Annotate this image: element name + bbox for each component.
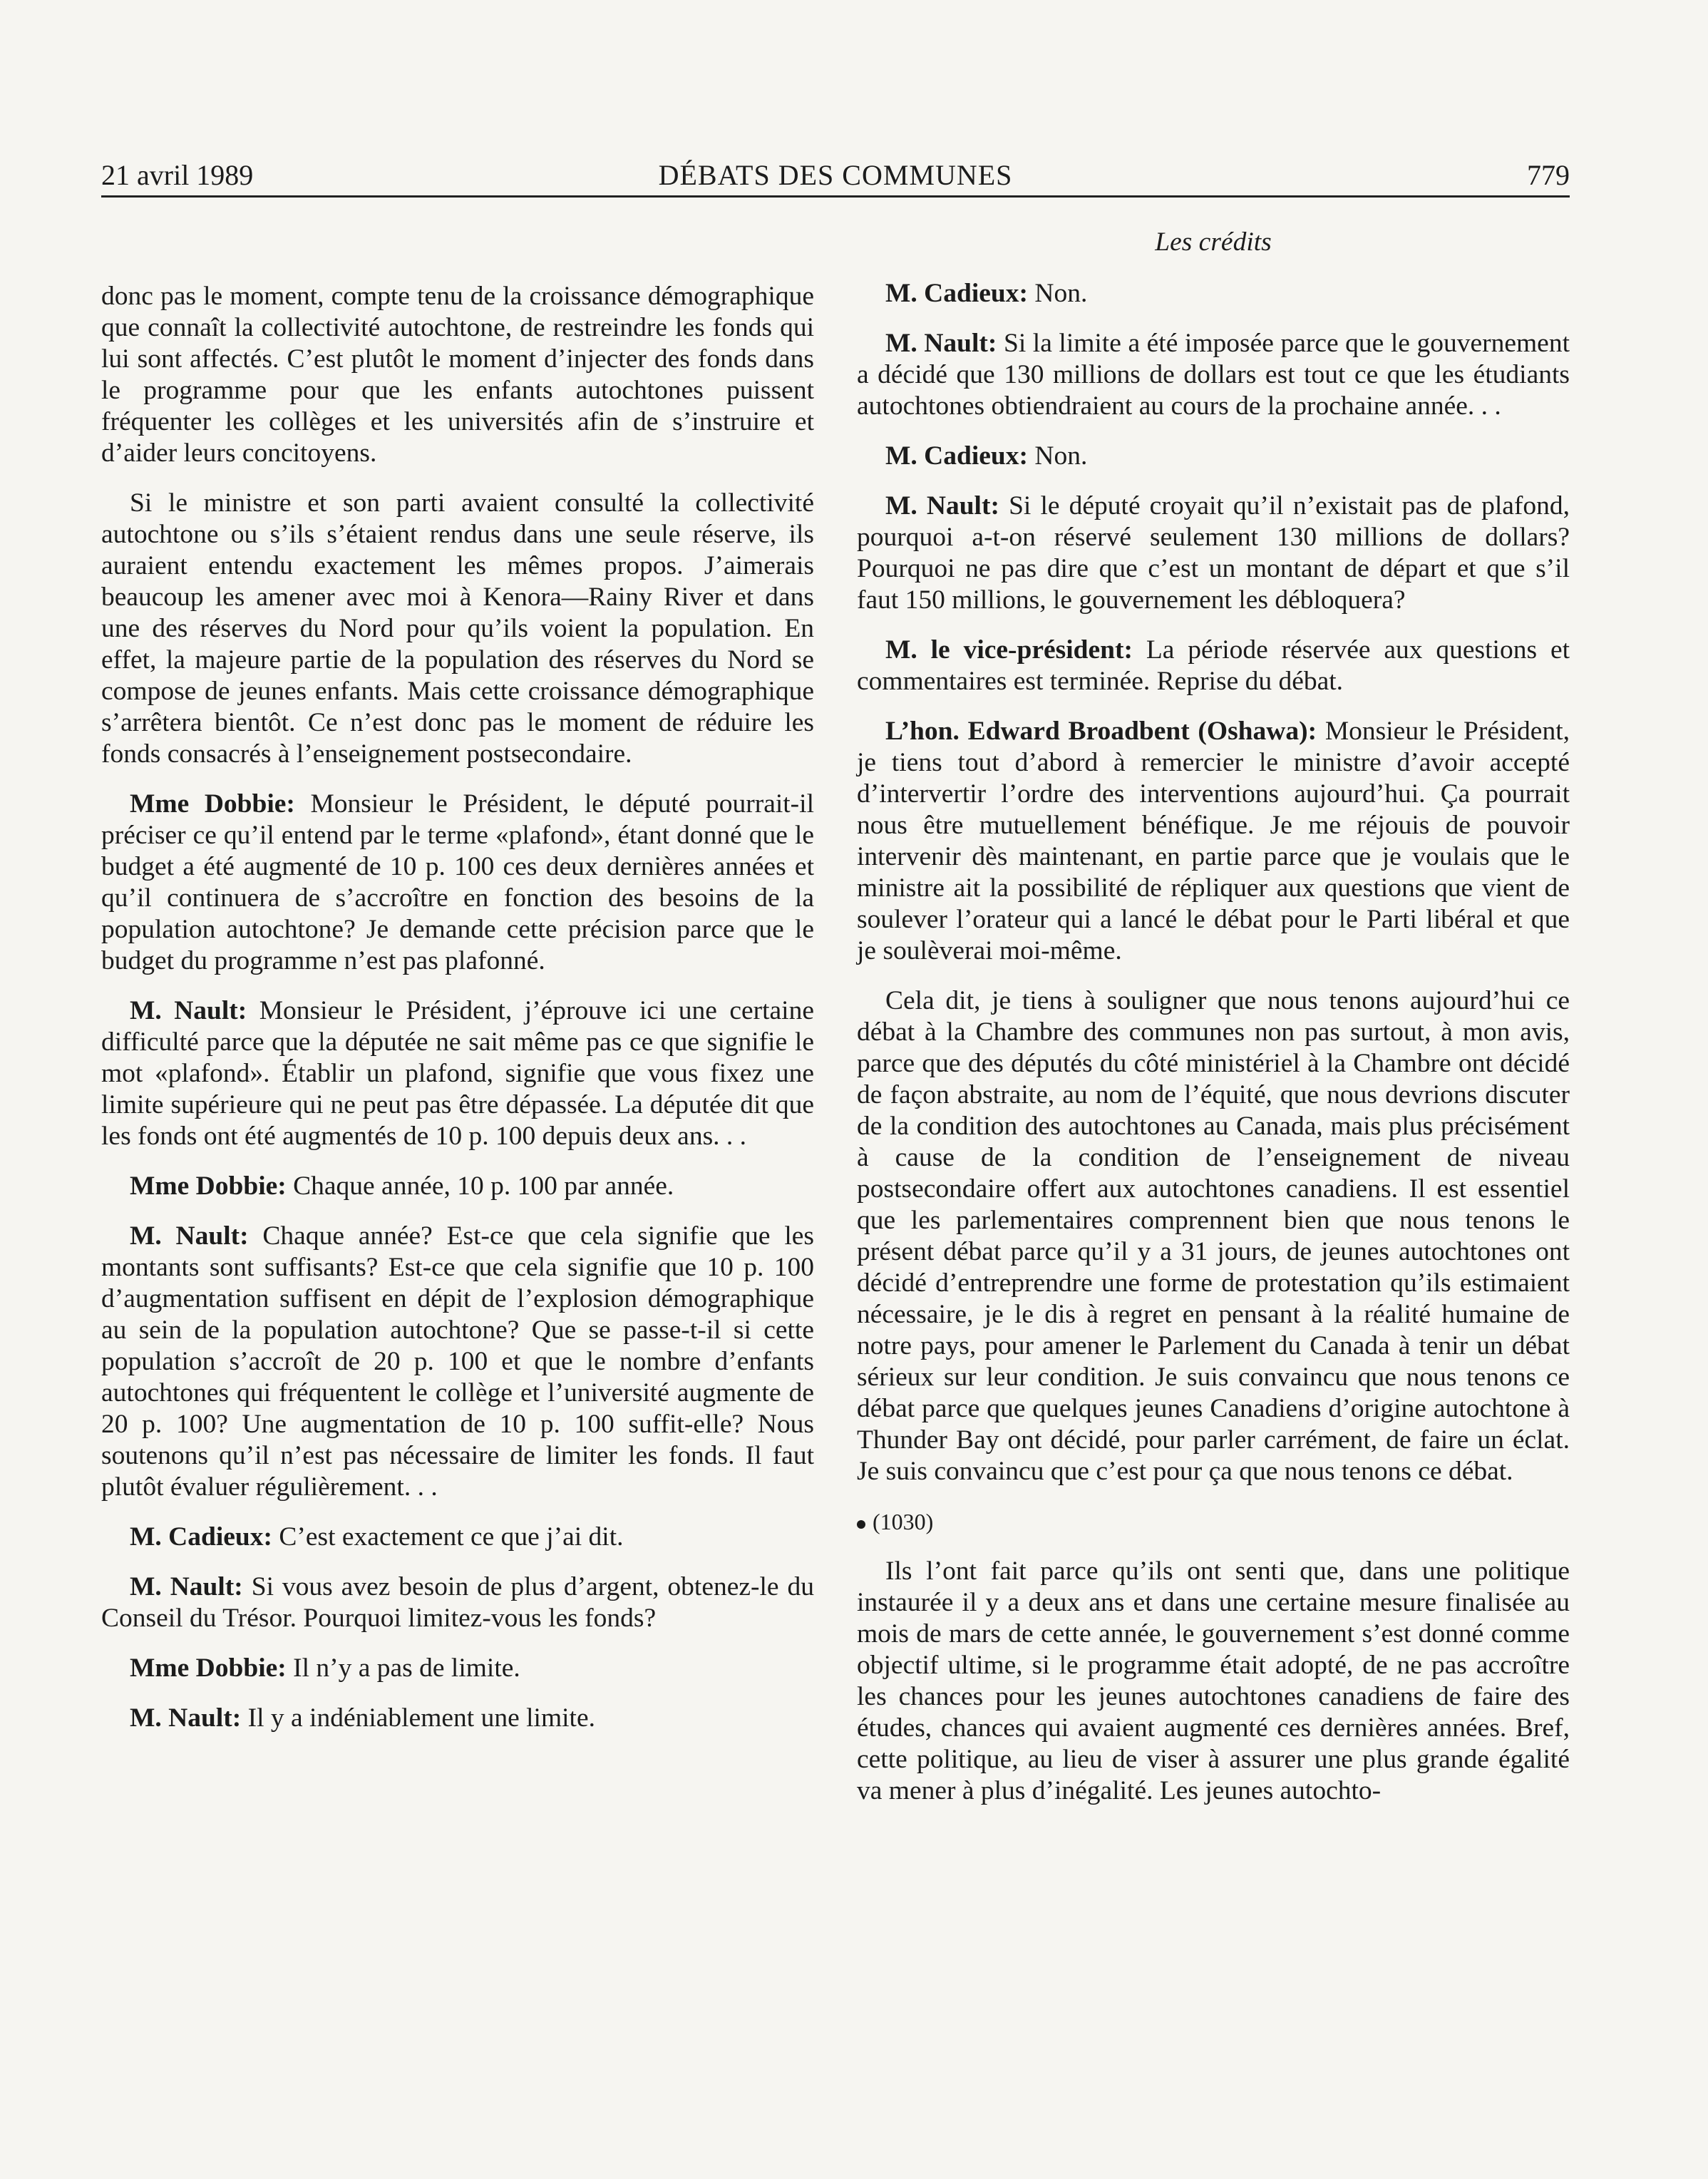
paragraph bbox=[101, 1572, 814, 1634]
paragraph bbox=[101, 281, 814, 469]
paragraph-text: Si la limite a été imposée parce que le gouvernement a décidé que 130 millions de dollars est tout ce que les étudiants autochtones obtiendraient au cours de la prochaine année. . . bbox=[857, 329, 1570, 421]
paragraph-text: Si le député croyait qu’il n’existait pas de plafond, pourquoi a-t-on réservé seulement 130 millions de dollars? Pourquoi ne pas dire que c’est un montant de départ et que s’il faut 150 millions, le gouvernement les débloquera? bbox=[857, 491, 1570, 615]
paragraph bbox=[101, 1221, 814, 1503]
header-date: 21 avril 1989 bbox=[101, 159, 254, 191]
speaker-name: M. Nault: bbox=[130, 1221, 249, 1251]
speaker-name: M. Nault: bbox=[130, 996, 247, 1025]
paragraph-text: donc pas le moment, compte tenu de la croissance démographique que connaît la collectivité autochtone, de restreindre les fonds qui lui sont affectés. C’est plutôt le moment d’injecter des fonds dans le programme pour que les enfants autochtones puissent fréquenter les collèges et les universités afin de s’instruire et d’aider leurs concitoyens. bbox=[101, 282, 814, 468]
speaker-name: Mme Dobbie: bbox=[130, 1171, 287, 1201]
paragraph-text: Chaque année, 10 p. 100 par année. bbox=[293, 1171, 674, 1201]
speaker-name: M. Nault: bbox=[130, 1703, 242, 1733]
paragraph-text: Monsieur le Président, le député pourrait-il préciser ce qu’il entend par le terme «plafond», étant donné que le budget a été augmenté de 10 p. 100 ces deux dernières années et qu’il continuera de s’accroître en fonction des besoins de la population autochtone? Je demande cette précision parce que le budget du programme n’est pas plafonné. bbox=[101, 789, 814, 975]
left-column bbox=[101, 281, 814, 1734]
speaker-name: M. Nault: bbox=[885, 491, 999, 521]
paragraph bbox=[101, 1171, 814, 1202]
paragraph bbox=[857, 441, 1570, 472]
paragraph bbox=[857, 491, 1570, 616]
paragraph-text: Non. bbox=[1034, 279, 1088, 308]
paragraph bbox=[101, 1653, 814, 1684]
speaker-name: M. le vice-président: bbox=[885, 635, 1133, 665]
paragraph bbox=[857, 635, 1570, 697]
paragraph bbox=[101, 995, 814, 1152]
paragraph-text: Ils l’ont fait parce qu’ils ont senti que, dans une politique instaurée il y a deux ans et dans une certaine mesure finalisée au mois de mars de cette année, le gouvernement s’est donné comme objectif ultime, si le programme était adopté, de ne pas accroître les chances pour les jeunes autochtones canadiens de faire des études, chances qui avaient augmenté ces dernières années. Bref, cette politique, au lieu de viser à assurer une plus grande égalité va mener à plus d’inégalité. Les jeunes autochto- bbox=[857, 1557, 1570, 1805]
paragraph-text: Si le ministre et son parti avaient consulté la collectivité autochtone ou s’ils s’étaient rendus dans une seule réserve, ils auraient entendu exactement les mêmes propos. J’aimerais beaucoup les amener avec moi à Kenora—Rainy River et dans une des réserves du Nord pour qu’ils voient la population. En effet, la majeure partie de la population des réserves du Nord se compose de jeunes enfants. Mais cette croissance démographique s’arrêtera bientôt. Ce n’est donc pas le moment de réduire les fonds consacrés à l’enseignement postsecondaire. bbox=[101, 488, 814, 769]
time-marker bbox=[857, 1506, 1570, 1537]
paragraph-text: Cela dit, je tiens à souligner que nous tenons aujourd’hui ce débat à la Chambre des communes non pas surtout, à mon avis, parce que des députés du côté ministériel à la Chambre ont décidé de façon abstraite, au nom de l’équité, que nous devrions discuter de la condition des autochtones au Canada, mais plus précisément à cause de la condition de l’enseignement de niveau postsecondaire offert aux autochtones canadiens. Il est essentiel que les parlementaires comprennent bien que nous tenons le présent débat parce qu’il y a 31 jours, de jeunes autochtones ont décidé d’entreprendre une forme de protestation qu’ils estimaient nécessaire, je le dis à regret en pensant à la réalité humaine de notre pays, pour amener le Parlement du Canada à tenir un débat sérieux sur leur condition. Je suis convaincu que nous tenons ce débat parce que quelques jeunes Canadiens d’origine autochtone à Thunder Bay ont décidé, pour parler carrément, de faire un éclat. Je suis convaincu que c’est pour ça que nous tenons ce débat. bbox=[857, 986, 1570, 1486]
header-title: DÉBATS DES COMMUNES bbox=[658, 159, 1013, 191]
speaker-name: L’hon. Edward Broadbent (Oshawa): bbox=[885, 717, 1317, 746]
paragraph-text: Monsieur le Président, je tiens tout d’abord à remercier le ministre d’avoir accepté d’intervertir l’ordre des interventions aujourd’hui. Ça pourrait nous être mutuellement bénéfique. Je me réjouis de pouvoir intervenir dès maintenant, en partie parce que je voulais que le ministre ait la possibilité de répliquer aux questions que vient de soulever l’orateur qui a lancé le débat pour le Parti libéral et que je soulèverai moi-même. bbox=[857, 717, 1570, 965]
speaker-name: Mme Dobbie: bbox=[130, 1654, 287, 1683]
speaker-name: M. Nault: bbox=[130, 1572, 243, 1601]
paragraph bbox=[857, 278, 1570, 309]
paragraph-text: Non. bbox=[1034, 441, 1088, 471]
running-head: Les crédits bbox=[1155, 227, 1272, 257]
speaker-name: M. Cadieux: bbox=[885, 279, 1028, 308]
paragraph-text: C’est exactement ce que j’ai dit. bbox=[279, 1522, 624, 1552]
paragraph-text: Il n’y a pas de limite. bbox=[293, 1654, 520, 1683]
page-header bbox=[101, 155, 1570, 195]
speaker-name: M. Cadieux: bbox=[130, 1522, 272, 1552]
speaker-name: Mme Dobbie: bbox=[130, 789, 295, 819]
bullet-icon bbox=[857, 1520, 865, 1529]
speaker-name: M. Cadieux: bbox=[885, 441, 1028, 471]
header-rule bbox=[101, 195, 1570, 198]
paragraph bbox=[857, 716, 1570, 967]
paragraph-text: Chaque année? Est-ce que cela signifie que les montants sont suffisants? Est-ce que cela signifie que 10 p. 100 d’augmentation suffisent en dépit de l’explosion démographique au sein de la population autochtone? Que se passe-t-il si cette population s’accroît de 20 p. 100 et que le nombre d’enfants autochtones qui fréquentent le collège et l’université augmente de 20 p. 100? Une augmentation de 10 p. 100 suffit-elle? Nous soutenons qu’il n’est pas nécessaire de limiter les fonds. Il faut plutôt évaluer régulièrement. . . bbox=[101, 1221, 814, 1502]
paragraph bbox=[857, 328, 1570, 422]
right-column bbox=[857, 227, 1570, 1807]
page-number: 779 bbox=[1527, 159, 1570, 191]
speaker-name: M. Nault: bbox=[885, 329, 997, 358]
paragraph bbox=[101, 1703, 814, 1734]
paragraph bbox=[101, 789, 814, 977]
paragraph-text: Il y a indéniablement une limite. bbox=[247, 1703, 595, 1733]
paragraph-text: La période réservée aux questions et commentaires est terminée. Reprise du débat. bbox=[857, 635, 1570, 696]
paragraph bbox=[101, 1522, 814, 1553]
paragraph-text: Monsieur le Président, j’éprouve ici une certaine difficulté parce que la députée ne sait même pas ce que signifie le mot «plafond». Établir un plafond, signifie que vous fixez une limite supérieure qui ne peut pas être dépassée. La députée dit que les fonds ont été augmentés de 10 p. 100 depuis deux ans. . . bbox=[101, 996, 814, 1151]
paragraph bbox=[857, 985, 1570, 1487]
paragraph bbox=[101, 488, 814, 770]
time-marker-text: (1030) bbox=[873, 1509, 934, 1534]
paragraph bbox=[857, 1556, 1570, 1807]
paragraph-text: Si vous avez besoin de plus d’argent, obtenez-le du Conseil du Trésor. Pourquoi limitez-vous les fonds? bbox=[101, 1572, 815, 1633]
